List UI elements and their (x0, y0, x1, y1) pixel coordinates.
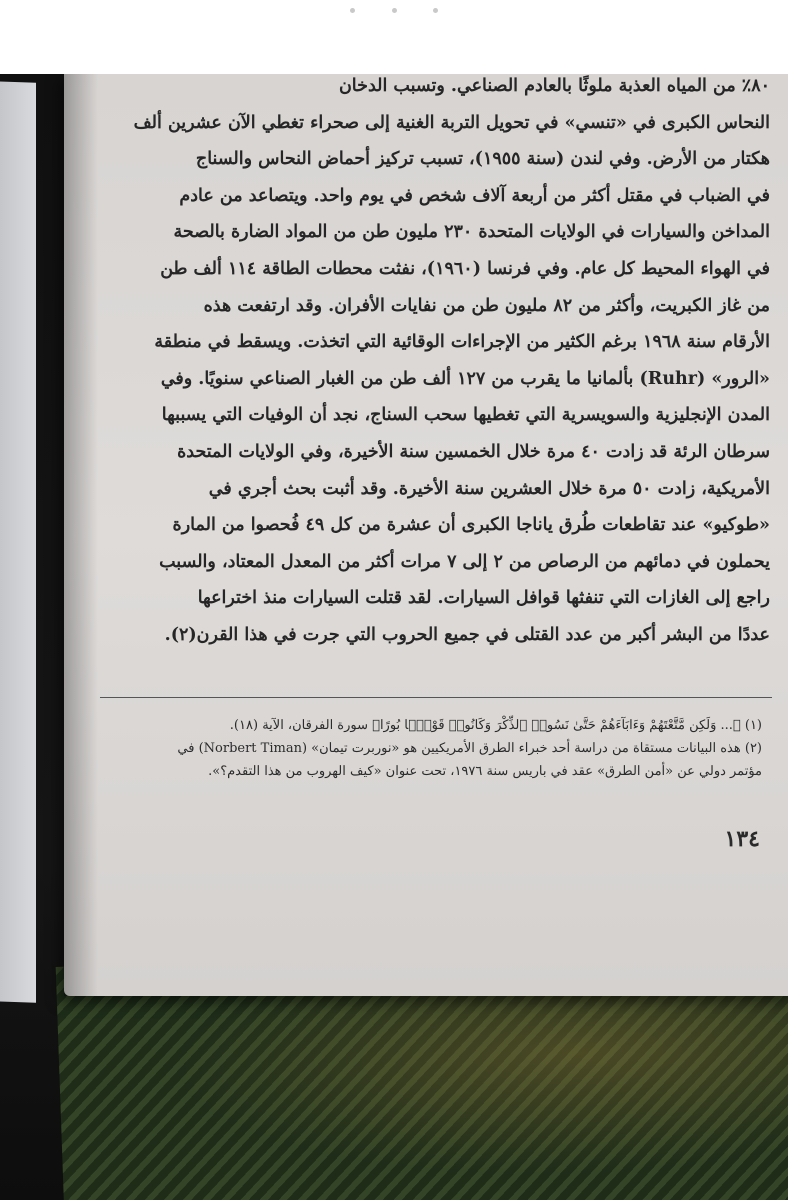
book-page (64, 74, 788, 996)
text-line: «طوكيو» عند تقاطعات طُرق ياناجا الكبرى أن عشرة من كل ٤٩ فُحصوا من المارة (172, 515, 770, 536)
text-line: سرطان الرئة قد زادت ٤٠ مرة خلال الخمسين سنة الأخيرة، وفي الولايات المتحدة (177, 441, 770, 462)
text-line: ٨٠٪ من المياه العذبة ملوثًا بالعادم الصناعي. وتسبب الدخان (338, 76, 770, 96)
page-dot (392, 8, 397, 13)
book-photo (0, 74, 788, 1200)
left-page-edge (0, 81, 36, 1003)
text-line: هكتار من الأرض. وفي لندن (سنة ١٩٥٥)، تسبب تركيز أحماض النحاس والسناج (195, 149, 770, 170)
page-gutter-shadow (64, 74, 98, 996)
text-line: يحملون في دمائهم من الرصاص من ٢ إلى ٧ مرات أكثر من المعدل المعتاد، والسبب (159, 551, 770, 572)
page-dot (350, 8, 355, 13)
footnotes (112, 714, 762, 783)
text-line: «الرور» (Ruhr) بألمانيا ما يقرب من ١٢٧ ألف طن من الغبار الصناعي سنويًا. وفي (160, 368, 770, 389)
page-dot (433, 8, 438, 13)
text-line: الأرقام سنة ١٩٦٨ برغم الكثير من الإجراءات الوقائية التي اتخذت. ويسقط في منطقة (154, 332, 770, 353)
page-indicator-dots (350, 8, 438, 13)
text-line: في الهواء المحيط كل عام. وفي فرنسا (١٩٦٠)، نفثت محطات الطاقة ١١٤ ألف طن (160, 258, 770, 279)
text-line: النحاس الكبرى في «تنسي» في تحويل التربة الغنية إلى صحراء تغطي الآن عشرين ألف (133, 112, 770, 133)
text-line: راجع إلى الغازات التي تنفثها قوافل السيارات. لقد قتلت السيارات منذ اختراعها (197, 588, 770, 609)
footnote-line: (١) ﴿... وَلَكِن مَّتَّعْتَهُمْ وَءَابَآءَهُمْ حَتَّىٰ نَسُوا۟ ٱلذِّكْرَ وَكَانُوا۟ قَوْمًۢا بُورًا﴾ سورة الفرقان، الآية (١٨). (229, 718, 762, 733)
text-line: المداخن والسيارات في الولايات المتحدة ٢٣٠ مليون طن من المواد الضارة بالصحة (173, 222, 770, 243)
text-line: من غاز الكبريت، وأكثر من ٨٢ مليون طن من نفايات الأفران. وقد ارتفعت هذه (203, 295, 770, 316)
footnote-line: مؤتمر دولي عن «أمن الطرق» عقد في باريس سنة ١٩٧٦، تحت عنوان «كيف الهروب من هذا التقدم؟». (208, 764, 762, 779)
text-line: المدن الإنجليزية والسويسرية التي تغطيها سحب السناج، نجد أن الوفيات التي يسببها (161, 405, 770, 426)
body-text (130, 74, 770, 654)
text-line: الأمريكية، زادت ٥٠ مرة خلال العشرين سنة الأخيرة. وقد أثبت بحث أجري في (208, 478, 770, 499)
text-line: في الضباب في مقتل أكثر من أربعة آلاف شخص في يوم واحد. ويتصاعد من عادم (179, 185, 770, 206)
page-number: ١٣٤ (724, 826, 760, 852)
text-line: عددًا من البشر أكبر من عدد القتلى في جميع الحروب التي جرت في هذا القرن(٢). (164, 624, 770, 645)
viewer-top-bar (0, 0, 788, 30)
footnote-line: (٢) هذه البيانات مستقاة من دراسة أحد خبراء الطرق الأمريكيين هو «نوربرت تيمان» (Norbert Timan) في (177, 741, 762, 756)
footnote-separator (100, 697, 772, 698)
